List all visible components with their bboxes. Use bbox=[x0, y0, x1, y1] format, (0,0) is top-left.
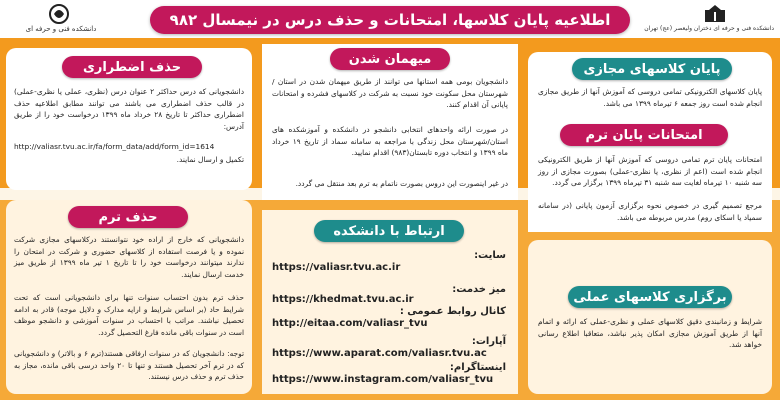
guest-text-3: در غیر اینصورت این دروس بصورت ناتمام به ترم بعد منتقل می گردد. bbox=[295, 179, 508, 188]
contact-panel bbox=[262, 210, 518, 394]
logo-right bbox=[644, 3, 774, 37]
instagram-label: اینستاگرام: bbox=[449, 362, 506, 373]
term-drop-title: حذف ترم bbox=[68, 206, 188, 228]
college-logo-icon bbox=[46, 3, 72, 25]
guest-text: دانشجویان بومی همه استانها می توانند از طریق میهمان شدن در استان / شهرستان محل سکونت خود نسبت به شرکت در کلاسهای فشرده و امتحانات پایانی آن اقدام کنند. bbox=[272, 77, 508, 109]
logo-left bbox=[6, 3, 116, 37]
service-desk-label: میز خدمت: bbox=[452, 284, 506, 295]
site-label: سایت: bbox=[474, 250, 506, 261]
term-drop-text: دانشجویانی که خارج از اراده خود نتوانستند درکلاسهای مجازی شرکت نموده و یا فرصت استفاده از کلاسهای حضوری و شرکت در امتحان را ندارند میتوانند درخواست خود را تا تاریخ ۱ تیر ماه ۱۳۹۹ از طریق میز خدمت ارسال نمایند. bbox=[14, 235, 244, 279]
book-logo-icon bbox=[702, 3, 728, 25]
practical-classes-title: برگزاری کلاسهای عملی bbox=[568, 286, 732, 308]
emergency-drop-text: دانشجویانی که درس حداکثر ۲ عنوان درس (نظری، عملی یا نظری-عملی) در قالب حذف اضطراری می باشند می توانند مطابق اطلاعیه حذف اضطراری حداکثر تا تاریخ ۲۸ خرداد ماه ۱۳۹۹ درخواست خود را از طریق آدرس: bbox=[14, 87, 244, 131]
end-classes-text: پایان کلاسهای الکترونیکی تمامی دروسی که آموزش آنها از طریق مجازی انجام شده است روز جمعه ۶ تیرماه ۱۳۹۹ می باشد. bbox=[538, 87, 762, 108]
logo-right-text: دانشکده فنی و حرفه ای دختران ولیعصر (عج) تهران bbox=[644, 25, 774, 32]
instagram-link[interactable]: https://www.instagram.com/valiasr_tvu bbox=[272, 374, 494, 385]
emergency-drop-link[interactable]: http://valiasr.tvu.ac.ir/fa/form_data/add/form_id=1614 bbox=[14, 142, 215, 151]
emergency-drop-title: حذف اضطراری bbox=[62, 56, 202, 78]
guest-title: میهمان شدن bbox=[330, 48, 450, 70]
contact-title: ارتباط با دانشکده bbox=[314, 220, 464, 242]
end-exams-panel bbox=[528, 150, 772, 232]
logo-left-text: دانشکده فنی و حرفه ای bbox=[25, 25, 97, 33]
guest-panel bbox=[262, 44, 518, 200]
end-exams-text: امتحانات پایان ترم تمامی دروسی که آموزش آنها از طریق الکترونیکی انجام شده است (اعم از نظری، یا نظری-عملی) بصورت مجازی از روز سه شنبه ۱۰ تیرماه لغایت سه شنبه ۳۱ تیرماه ۱۳۹۹ برگزار می گردد. bbox=[538, 155, 762, 187]
term-drop-text-2: حذف ترم بدون احتساب سنوات تنها برای دانشجویانی است که تحت شرایط حاد (بر اساس شرایط و ارایه مدارک و دلایل موجه) قادر به ادامه تحصیل نباشند. مراتب با احتساب در سنوات آموزشی و دانشجو موظف است در سنوات باقی مانده فارغ التحصیل گردد. bbox=[14, 293, 244, 337]
end-classes-title: پایان کلاسهای مجازی bbox=[572, 58, 732, 80]
channel-link[interactable]: http://eitaa.com/valiasr_tvu bbox=[272, 318, 428, 329]
end-exams-text-2: مرجع تصمیم گیری در خصوص نحوه برگزاری آزمون پایانی (در سامانه سمیاد یا اسکای روم) مدرس مربوطه می باشد. bbox=[538, 201, 762, 222]
practical-classes-text: شرایط و زمانبندی دقیق کلاسهای عملی و نظری-عملی که ارائه و اتمام آنها از طریق آموزش مجازی امکان پذیر نباشد، متعاقبا اطلاع رسانی خواهد شد. bbox=[538, 317, 762, 349]
aparat-label: آپارات: bbox=[471, 336, 506, 347]
aparat-link[interactable]: https://www.aparat.com/valiasr.tvu.ac bbox=[272, 348, 487, 359]
page-title: اطلاعیه پایان کلاسها، امتحانات و حذف درس در نیمسال ۹۸۲ bbox=[150, 6, 630, 34]
practical-classes-panel bbox=[528, 240, 772, 394]
service-desk-link[interactable]: https://khedmat.tvu.ac.ir bbox=[272, 294, 414, 305]
channel-label: کانال روابط عمومی : bbox=[399, 306, 506, 317]
end-exams-title: امتحانات پایان ترم bbox=[560, 124, 728, 146]
term-drop-text-3: توجه: دانشجویان که در سنوات ارفاقی هستند(ترم ۶ و بالاتر) و دانشجویانی که در ترم آخر تحصیل هستند و تنها تا ۲۰ واحد درسی باقی مانده، مجاز به حذف ترم و حذف درس نیستند. bbox=[14, 349, 245, 381]
term-drop-panel bbox=[6, 200, 252, 394]
header bbox=[0, 0, 780, 38]
guest-text-2: در صورت ارائه واحدهای انتخابی دانشجو در دانشکده و آموزشکده های استان/شهرستان محل زندگی با مراجعه به سامانه سماد از تاریخ ۱۹ خرداد ماه ۱۳۹۹ و انتخاب دوره تابستان(۹۸۳) اقدام نمایید. bbox=[272, 125, 509, 157]
emergency-drop-panel bbox=[6, 48, 252, 190]
emergency-drop-text-2: تکمیل و ارسال نمایند. bbox=[176, 155, 244, 164]
site-link[interactable]: https://valiasr.tvu.ac.ir bbox=[272, 262, 401, 273]
